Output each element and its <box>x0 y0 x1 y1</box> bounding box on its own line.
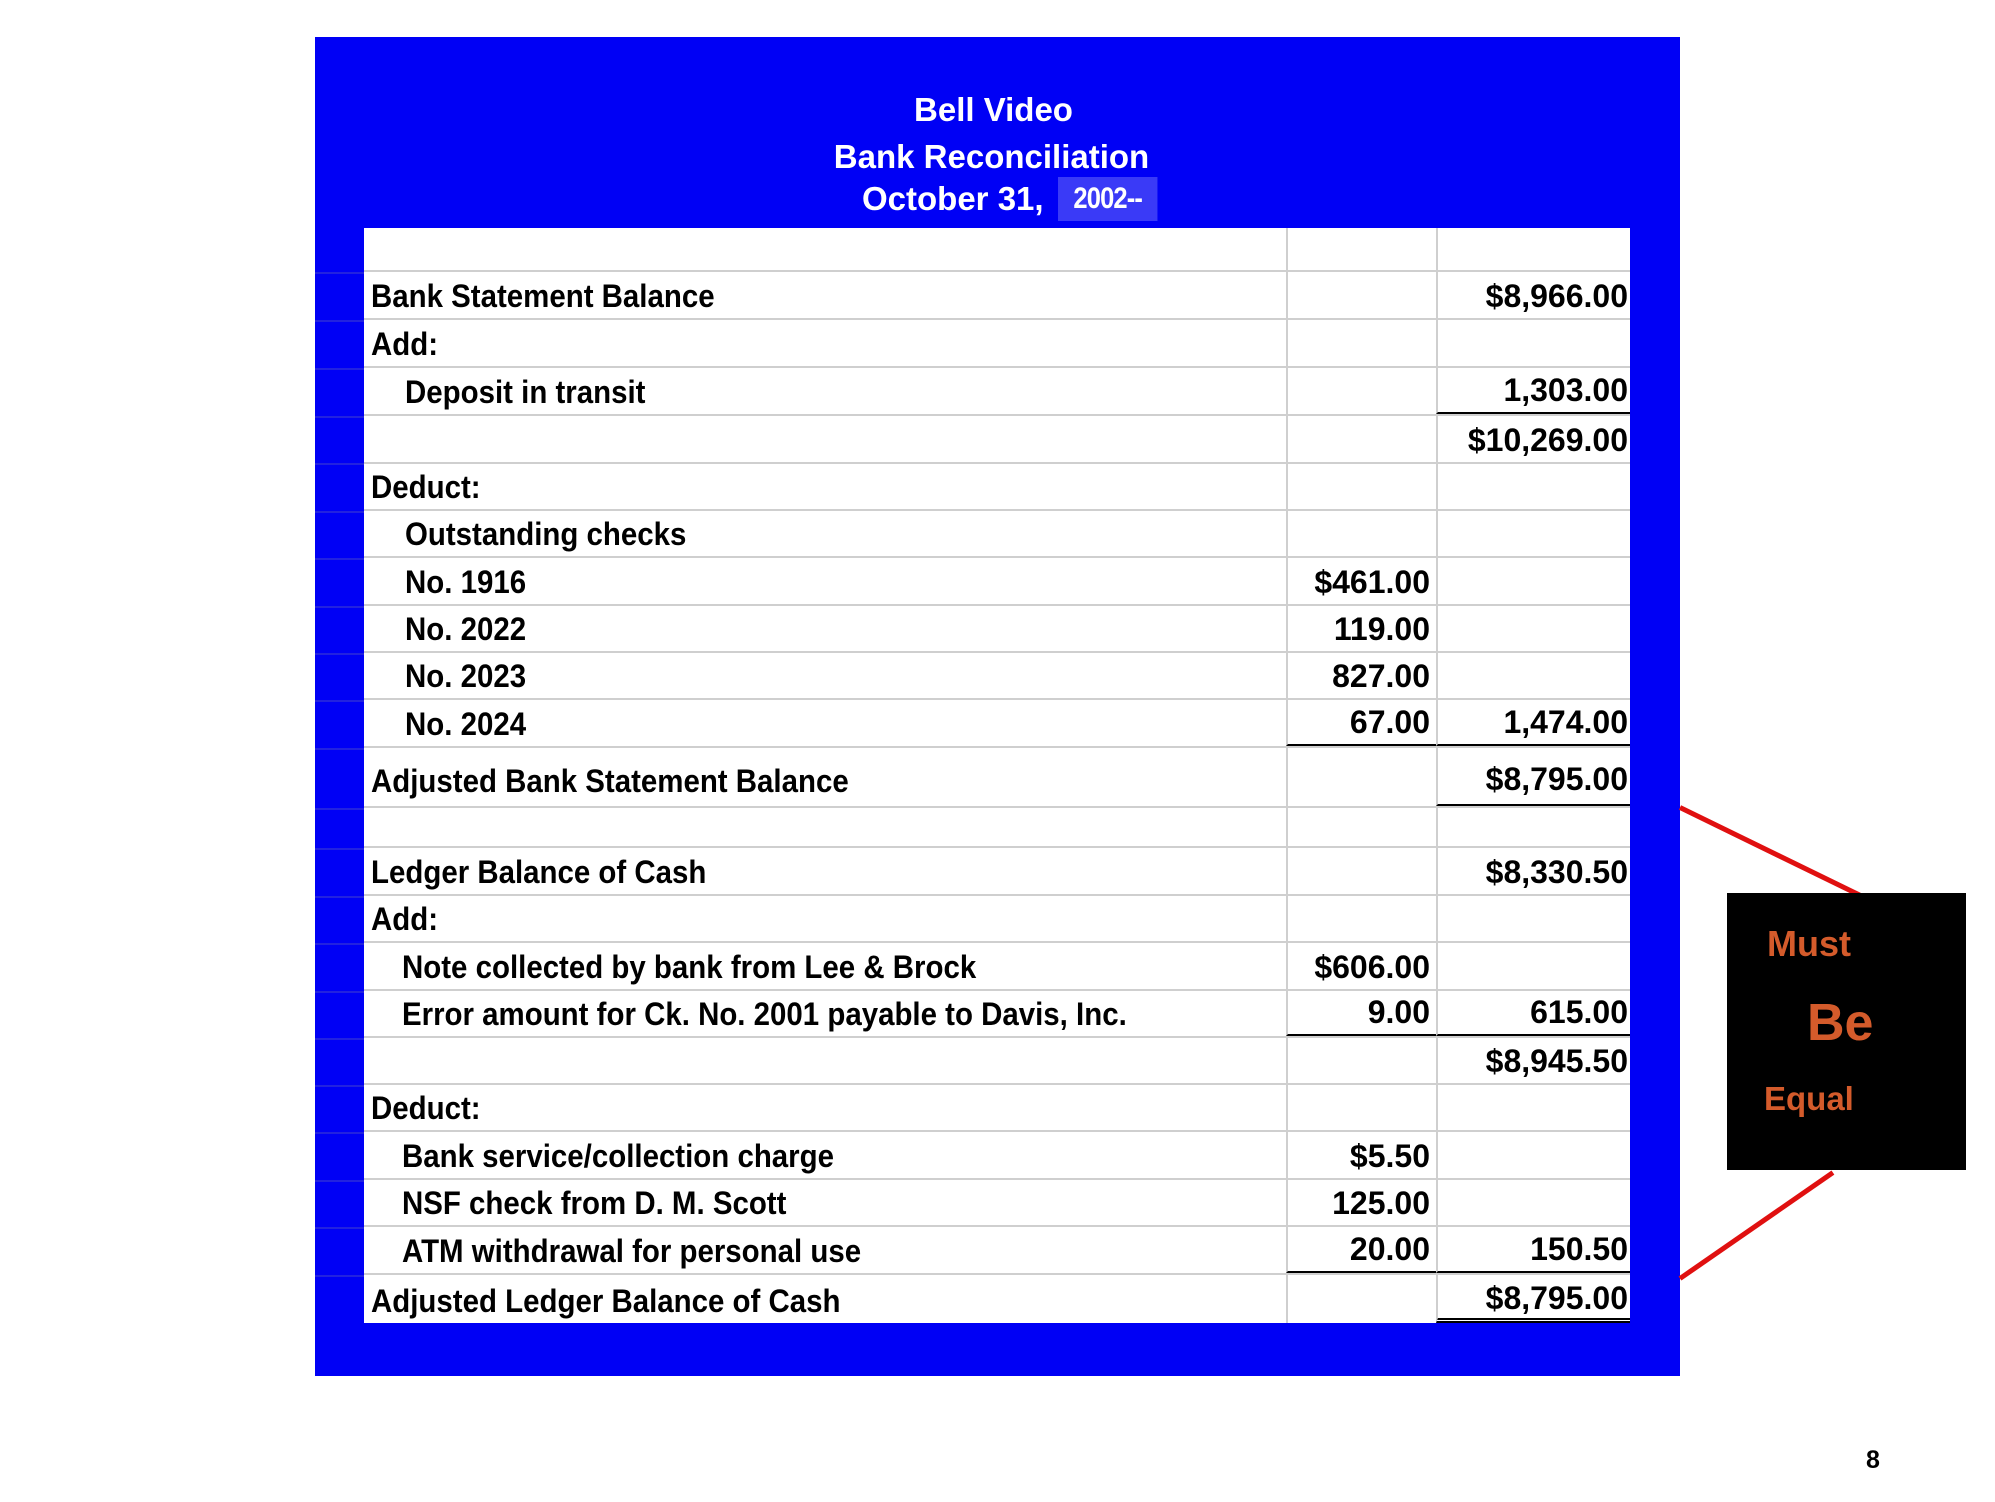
connector-line-top <box>1679 805 1861 897</box>
row-label: Outstanding checks <box>405 516 687 552</box>
table-row <box>364 896 1630 943</box>
row-total: $8,966.00 <box>1436 272 1630 318</box>
report-date <box>862 177 1175 221</box>
table-row <box>364 848 1630 896</box>
report-title: Bank Reconciliation <box>833 138 1150 175</box>
row-total: 1,474.00 <box>1436 700 1630 746</box>
row-amount: $606.00 <box>1286 943 1436 989</box>
table-row <box>364 1227 1630 1275</box>
row-label: Deposit in transit <box>405 374 646 410</box>
row-amount: 125.00 <box>1286 1180 1436 1225</box>
table-row <box>364 558 1630 606</box>
company-name: Bell Video <box>914 91 1073 128</box>
row-amount: 827.00 <box>1286 653 1436 698</box>
row-amount: 20.00 <box>1286 1227 1436 1273</box>
row-label: No. 2024 <box>405 706 527 742</box>
table-row <box>364 606 1630 653</box>
row-amount: 67.00 <box>1286 700 1436 746</box>
row-label: Error amount for Ck. No. 2001 payable to Davis, Inc. <box>402 996 1127 1032</box>
date-prefix: October 31, <box>862 180 1044 217</box>
table-row <box>364 653 1630 700</box>
table-row <box>364 1085 1630 1132</box>
callout-word-equal: Equal <box>1764 1080 1854 1117</box>
table-row <box>364 1132 1630 1180</box>
row-label: No. 2023 <box>405 658 527 694</box>
table-row <box>364 272 1630 320</box>
row-total: $8,795.00 <box>1436 1275 1630 1323</box>
row-amount: 119.00 <box>1286 606 1436 651</box>
row-total: 615.00 <box>1436 991 1630 1036</box>
row-label: Deduct: <box>371 1090 481 1126</box>
row-label: Ledger Balance of Cash <box>371 854 707 890</box>
row-label: Add: <box>371 901 439 937</box>
row-amount: 9.00 <box>1286 991 1436 1036</box>
row-label: Bank service/collection charge <box>402 1138 834 1174</box>
table-row <box>364 1180 1630 1227</box>
row-label: ATM withdrawal for personal use <box>402 1233 862 1269</box>
connector-line-bottom <box>1679 1171 1835 1281</box>
table-row <box>364 700 1630 748</box>
table-row <box>364 368 1630 416</box>
table-row <box>364 1275 1630 1323</box>
row-total: 1,303.00 <box>1436 368 1630 414</box>
table-row <box>364 748 1630 808</box>
row-label: Add: <box>371 326 439 362</box>
page-number: 8 <box>1866 1446 1880 1474</box>
row-total: $8,945.50 <box>1436 1038 1630 1083</box>
table-row <box>364 320 1630 368</box>
must-be-equal-callout <box>1727 893 1966 1170</box>
row-total: $8,330.50 <box>1436 848 1630 894</box>
row-amount: $5.50 <box>1286 1132 1436 1178</box>
row-label: NSF check from D. M. Scott <box>402 1185 787 1221</box>
date-year-field[interactable]: 2002-- <box>1058 177 1157 221</box>
table-row <box>364 943 1630 991</box>
row-label: Note collected by bank from Lee & Brock <box>402 949 977 985</box>
row-total: $10,269.00 <box>1436 416 1630 462</box>
table-row <box>364 991 1630 1038</box>
table-row <box>364 511 1630 558</box>
row-label: Adjusted Ledger Balance of Cash <box>371 1283 841 1319</box>
reconciliation-table <box>364 228 1630 1323</box>
table-row <box>364 416 1630 464</box>
row-label: Deduct: <box>371 469 481 505</box>
table-row <box>364 1038 1630 1085</box>
row-label: Adjusted Bank Statement Balance <box>371 763 849 799</box>
callout-word-be: Be <box>1807 994 1874 1052</box>
table-row <box>364 464 1630 511</box>
row-total: 150.50 <box>1436 1227 1630 1273</box>
table-row <box>364 228 1630 272</box>
table-row <box>364 808 1630 848</box>
callout-word-must: Must <box>1767 923 1851 964</box>
row-amount: $461.00 <box>1286 558 1436 604</box>
row-total: $8,795.00 <box>1436 748 1630 806</box>
row-label: No. 2022 <box>405 611 527 647</box>
row-label: Bank Statement Balance <box>371 278 715 314</box>
row-label: No. 1916 <box>405 564 527 600</box>
